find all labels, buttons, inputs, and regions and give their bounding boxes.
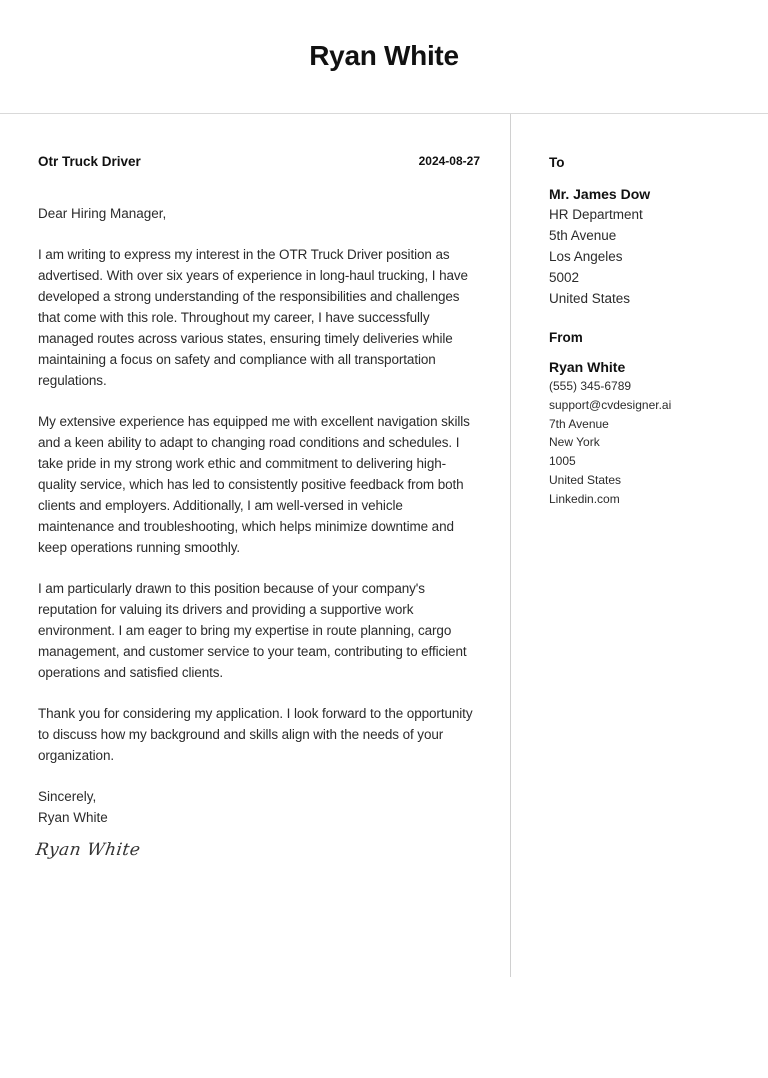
- sender-country: United States: [549, 472, 622, 487]
- sender-city: New York: [549, 435, 600, 450]
- column-divider: [510, 114, 511, 977]
- handwritten-signature: Ryan White: [34, 840, 142, 860]
- letter-paragraph: Thank you for considering my application. I look forward to the opportunity to discuss how my background and skills align with the needs of your organization.: [38, 706, 473, 763]
- job-title: Otr Truck Driver: [38, 154, 141, 169]
- salutation: Dear Hiring Manager,: [38, 206, 167, 221]
- page-header: [0, 0, 768, 114]
- recipient-name: Mr. James Dow: [549, 186, 651, 202]
- sender-postcode: 1005: [549, 454, 576, 469]
- letter-body: [34, 154, 482, 860]
- sender-phone: (555) 345-6789: [549, 379, 632, 393]
- recipient-country: United States: [549, 291, 631, 306]
- letter-date: 2024-08-27: [418, 154, 480, 168]
- applicant-name-title: Ryan White: [309, 40, 459, 71]
- address-sidebar: [549, 154, 749, 509]
- letter-paragraph: I am particularly drawn to this position because of your company's reputation for valuing its drivers and providing a supportive work environment. I am eager to bring my expertise in route planning, cargo management, and customer service to your team, contributing to efficient operations and satisfied clients.: [38, 581, 467, 680]
- closing-name: Ryan White: [38, 810, 108, 825]
- closing-phrase: Sincerely,: [38, 789, 97, 804]
- recipient-postcode: 5002: [549, 270, 580, 285]
- sender-name: Ryan White: [549, 359, 626, 375]
- letter-paragraph: My extensive experience has equipped me with excellent navigation skills and a keen ability to adapt to changing road conditions and schedules. I take pride in my strong work ethic and commitment to delivering high-quality service, which has led to consistently positive feedback from both clients and employers. Additionally, I am well-versed in vehicle maintenance and troubleshooting, which helps minimize downtime and keep operations running smoothly.: [38, 414, 470, 555]
- sender-linkedin: Linkedin.com: [549, 491, 620, 506]
- sender-email: support@cvdesigner.ai: [549, 397, 672, 412]
- letter-paragraph: I am writing to express my interest in the OTR Truck Driver position as advertised. With over six years of experience in long-haul trucking, I have developed a strong understanding of the responsibilities and challenges that come with this role. Throughout my career, I have successfully managed routes across various states, ensuring timely deliveries while maintaining a focus on safety and compliance with all transportation regulations.: [38, 247, 468, 388]
- recipient-street: 5th Avenue: [549, 228, 617, 243]
- recipient-department: HR Department: [549, 207, 643, 222]
- letter-meta-row: [38, 154, 482, 174]
- recipient-city: Los Angeles: [549, 249, 623, 264]
- to-label: To: [549, 155, 565, 170]
- sender-street: 7th Avenue: [549, 416, 609, 431]
- from-label: From: [549, 330, 583, 345]
- closing-block: [38, 786, 482, 828]
